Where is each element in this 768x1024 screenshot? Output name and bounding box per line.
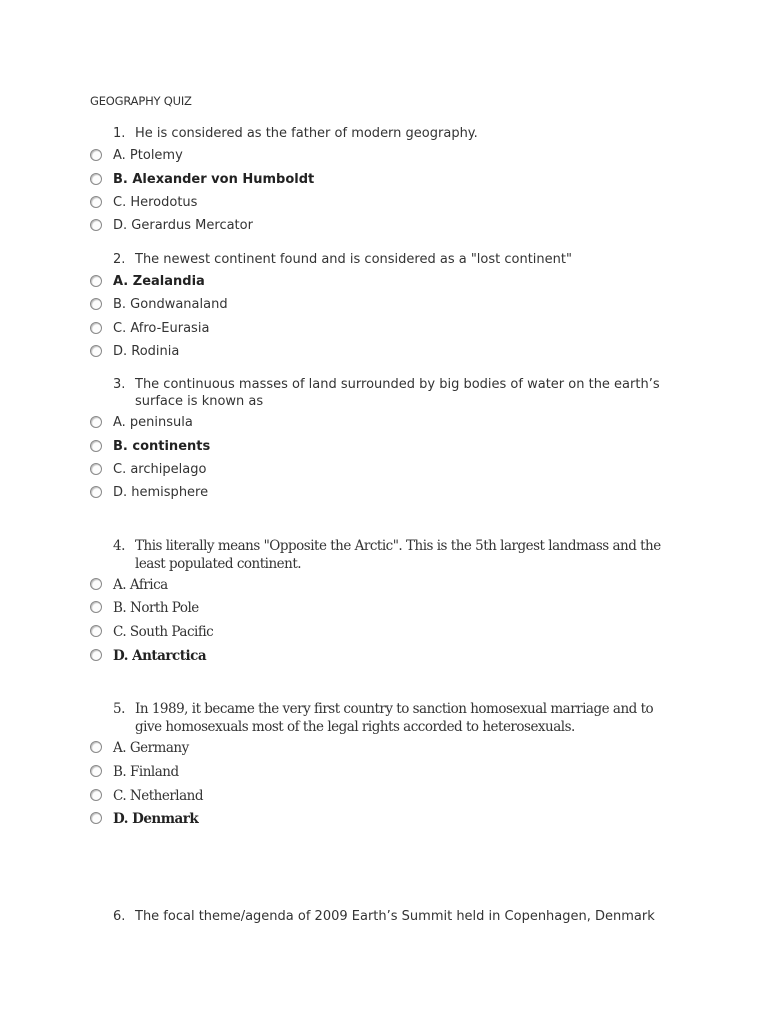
question-number: 5. [113,701,125,717]
radio-button[interactable] [90,173,102,185]
radio-button[interactable] [90,416,102,428]
option-label: A. Ptolemy [113,148,183,163]
option-label: B. North Pole [113,600,199,616]
question-number: 4. [113,538,125,554]
radio-button[interactable] [90,765,102,777]
option-label: B. continents [113,439,211,454]
option-label: D. Antarctica [113,648,207,664]
option-label: D. hemisphere [113,485,209,500]
question-2 [113,251,683,268]
radio-button[interactable] [90,345,102,357]
option-label: C. Herodotus [113,195,198,210]
question-1 [113,125,683,142]
option-1c[interactable] [90,196,490,216]
radio-button[interactable] [90,601,102,613]
radio-button[interactable] [90,463,102,475]
question-text: The focal theme/agenda of 2009 Earth’s Summit held in Copenhagen, Denmark [135,909,655,924]
option-1d[interactable] [90,219,490,239]
option-4d[interactable] [90,649,490,669]
option-3b[interactable] [90,440,490,460]
option-3a[interactable] [90,416,490,436]
radio-button[interactable] [90,812,102,824]
question-number: 3. [113,377,126,392]
question-6 [113,908,683,925]
option-3d[interactable] [90,486,490,506]
option-2a[interactable] [90,275,490,295]
question-number: 1. [113,126,126,141]
question-3 [113,376,683,410]
radio-button[interactable] [90,649,102,661]
option-1a[interactable] [90,149,490,169]
option-2d[interactable] [90,345,490,365]
option-label: C. Netherland [113,788,203,804]
option-5d[interactable] [90,812,490,832]
option-label: A. Germany [113,740,189,756]
option-1b[interactable] [90,173,490,193]
radio-button[interactable] [90,741,102,753]
radio-button[interactable] [90,298,102,310]
radio-button[interactable] [90,322,102,334]
page-title: GEOGRAPHY QUIZ [90,94,192,108]
question-text: The newest continent found and is considered as a "lost continent" [135,252,572,267]
option-2c[interactable] [90,322,490,342]
radio-button[interactable] [90,219,102,231]
option-label: C. Afro-Eurasia [113,321,210,336]
option-label: D. Rodinia [113,344,180,359]
radio-button[interactable] [90,149,102,161]
option-3c[interactable] [90,463,490,483]
radio-button[interactable] [90,789,102,801]
option-label: D. Gerardus Mercator [113,218,253,233]
radio-button[interactable] [90,196,102,208]
option-5a[interactable] [90,741,490,761]
radio-button[interactable] [90,578,102,590]
option-5c[interactable] [90,789,490,809]
option-label: D. Denmark [113,811,199,827]
question-text: This literally means "Opposite the Arctic". This is the 5th largest landmass and the least populated continent. [135,538,661,572]
option-label: C. South Pacific [113,624,214,640]
option-label: B. Alexander von Humboldt [113,172,315,187]
question-text: He is considered as the father of modern geography. [135,126,478,141]
question-number: 6. [113,909,126,924]
question-text: In 1989, it became the very first country to sanction homosexual marriage and to give homosexuals most of the legal rights accorded to heterosexuals. [135,701,654,735]
radio-button[interactable] [90,625,102,637]
question-4 [113,537,683,573]
option-5b[interactable] [90,765,490,785]
question-text: The continuous masses of land surrounded by big bodies of water on the earth’s surface is known as [135,377,660,409]
option-label: A. peninsula [113,415,193,430]
option-4a[interactable] [90,578,490,598]
question-5 [113,700,683,736]
question-number: 2. [113,252,126,267]
option-4b[interactable] [90,601,490,621]
option-4c[interactable] [90,625,490,645]
option-label: C. archipelago [113,462,207,477]
option-label: B. Finland [113,764,179,780]
radio-button[interactable] [90,440,102,452]
option-label: B. Gondwanaland [113,297,228,312]
option-label: A. Zealandia [113,274,205,289]
option-label: A. Africa [113,577,168,593]
radio-button[interactable] [90,486,102,498]
radio-button[interactable] [90,275,102,287]
option-2b[interactable] [90,298,490,318]
